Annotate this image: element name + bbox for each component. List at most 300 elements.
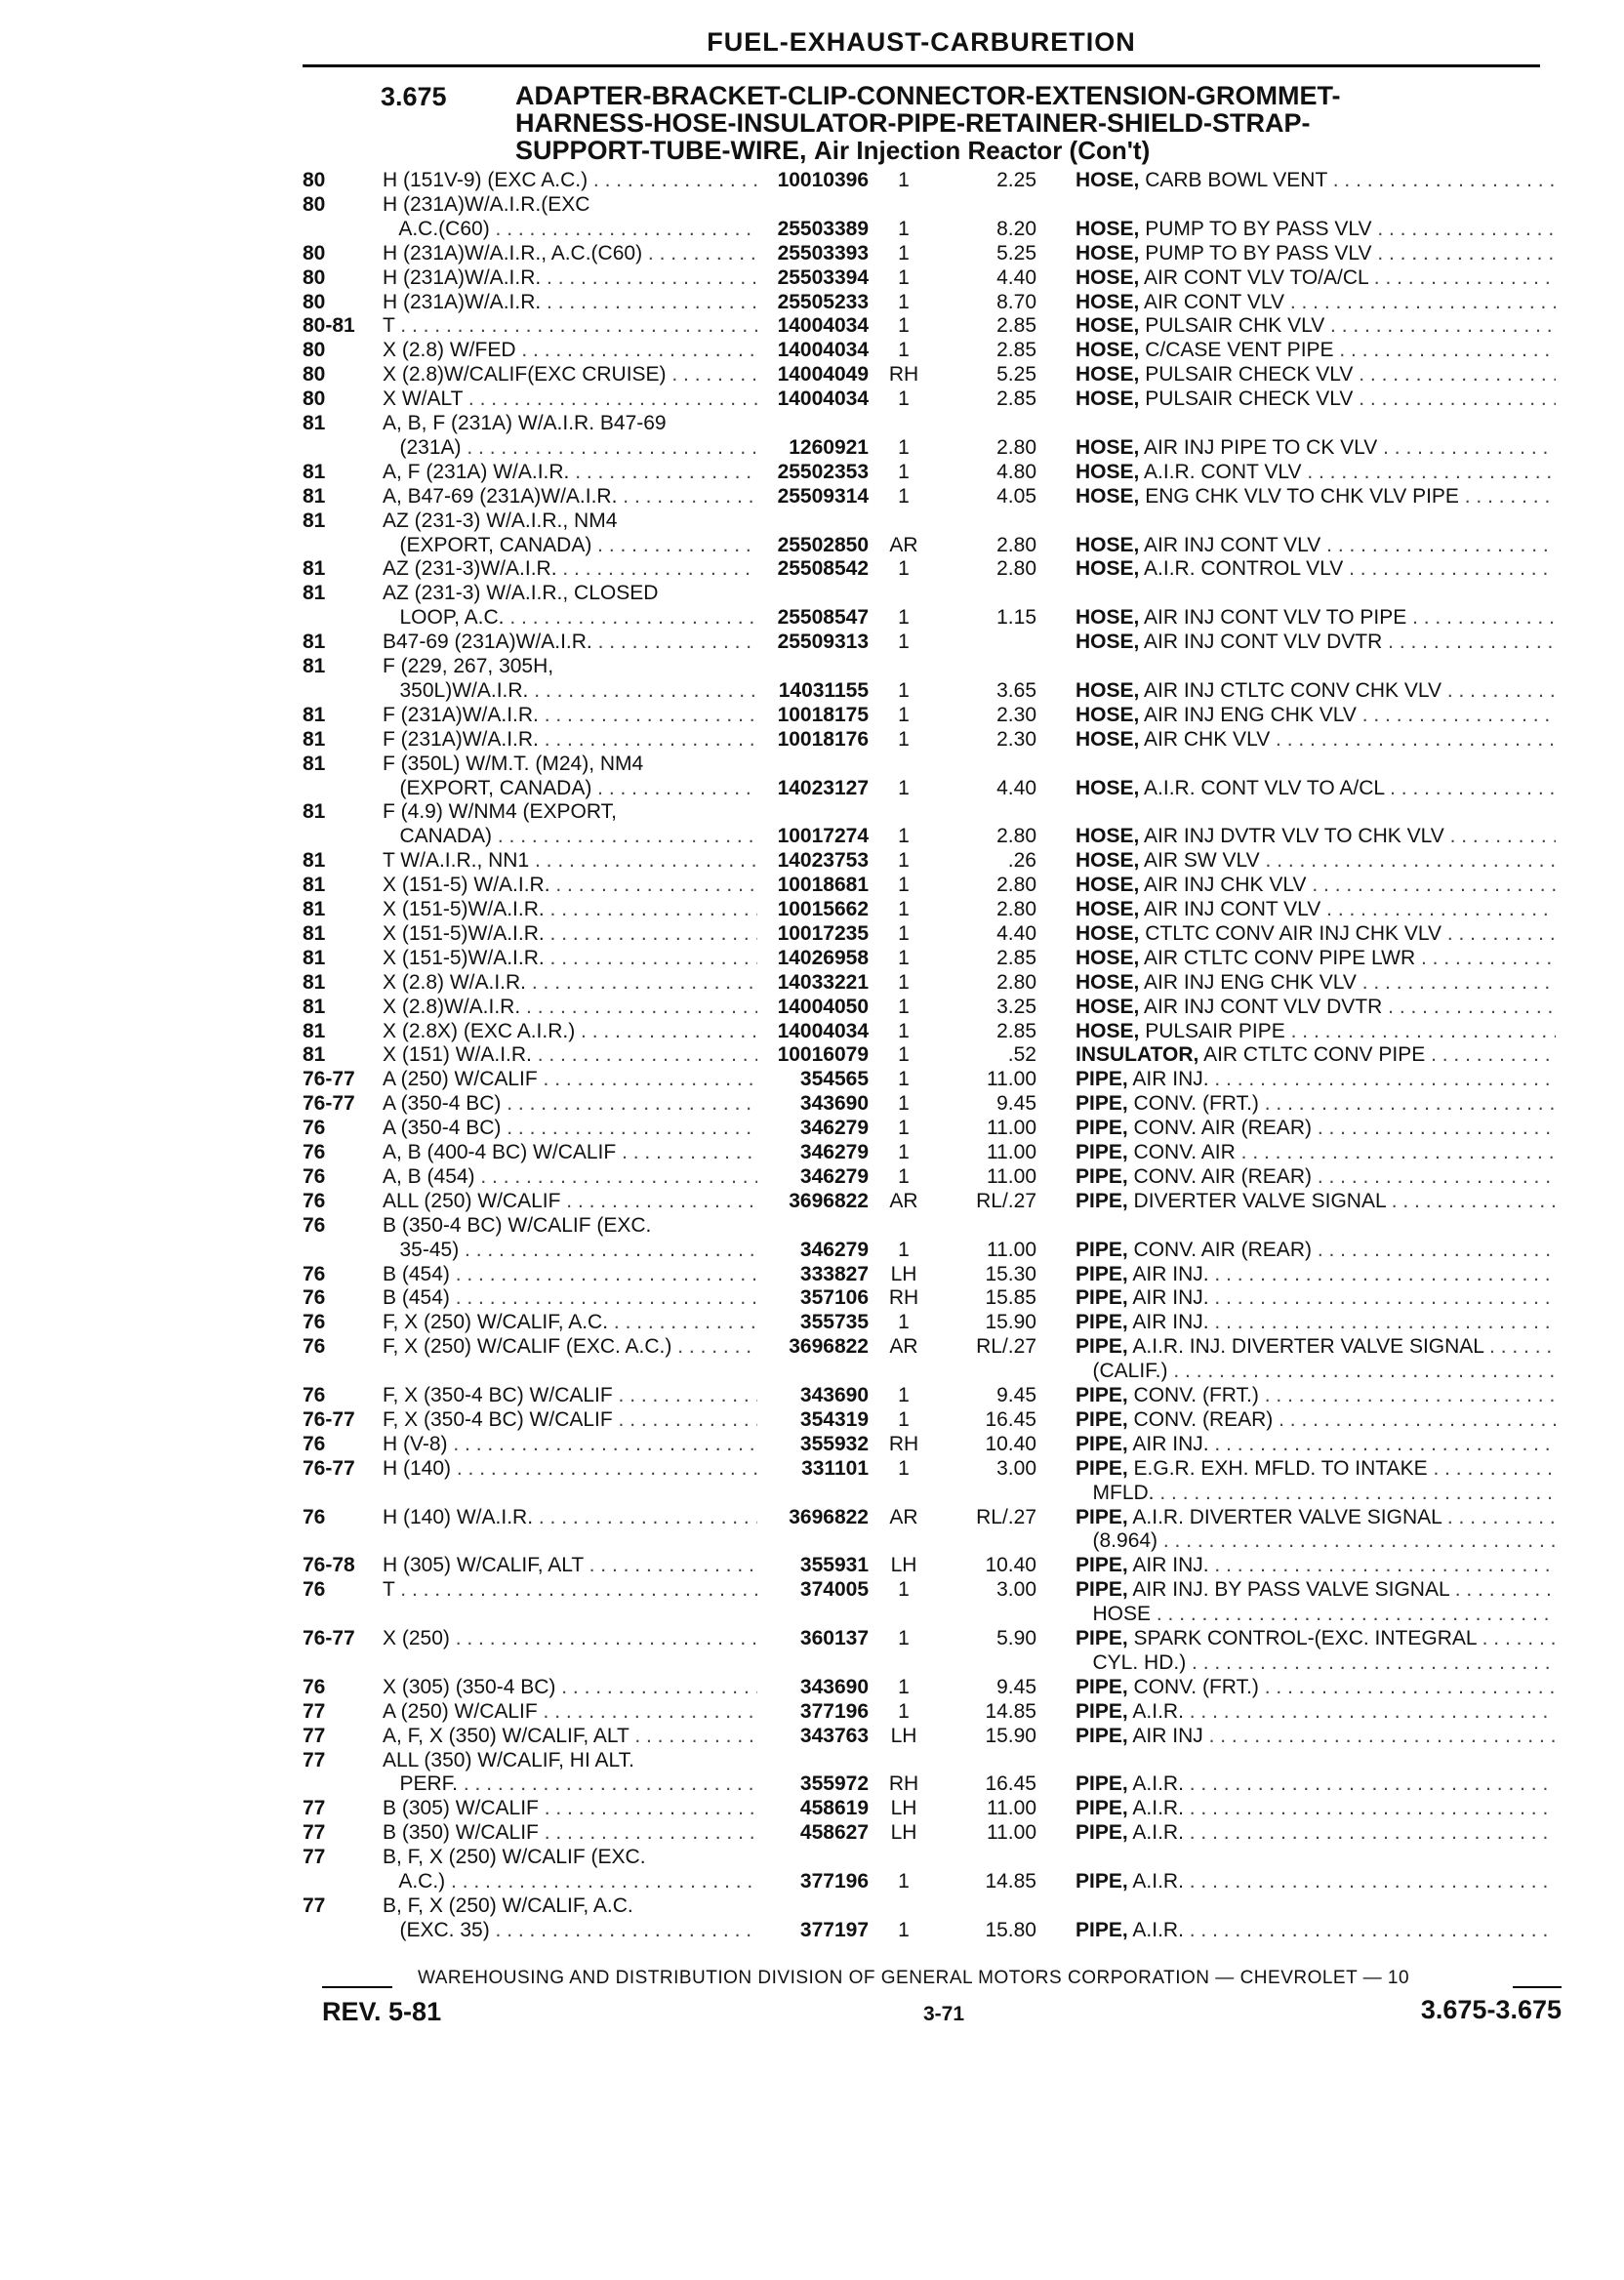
part-type: PIPE, — [1076, 1699, 1128, 1723]
model-application: ALL (250) W/CALIF . . . — [383, 1189, 757, 1213]
table-row — [303, 1334, 1562, 1359]
quantity: 1 — [898, 1311, 910, 1334]
part-description-text: CONV. AIR (REAR) — [1133, 1238, 1312, 1261]
model-year: 81 — [303, 582, 326, 605]
price: 10.40 — [985, 1432, 1036, 1455]
part-type: HOSE, — [1076, 849, 1140, 873]
price: 4.40 — [996, 776, 1036, 799]
price: 3.65 — [996, 678, 1036, 702]
price: 15.30 — [985, 1262, 1036, 1285]
quantity: RH — [888, 363, 919, 387]
footer-distribution: WAREHOUSING AND DISTRIBUTION DIVISION OF GENERAL MOTORS CORPORATION — CHEVROLET — 10 — [418, 1968, 1410, 1988]
part-number: 25508542 — [777, 557, 869, 581]
part-description-text: AIR INJ. — [1132, 1311, 1209, 1334]
model-year: 76-77 — [303, 1068, 355, 1091]
table-row — [303, 1724, 1562, 1748]
part-description-text: CONV. AIR (REAR) — [1133, 1117, 1312, 1140]
model-application: F, X (350-4 BC) W/CALIF . . . — [383, 1407, 757, 1432]
part-type: HOSE, — [1076, 874, 1140, 897]
table-row — [303, 387, 1562, 411]
part-type: HOSE, — [1076, 631, 1140, 654]
part-description-text: A.I.R. DIVERTER VALVE SIGNAL — [1132, 1505, 1442, 1528]
table-row — [303, 290, 1562, 314]
quantity: RH — [888, 1286, 919, 1310]
model-year: 76 — [303, 1213, 326, 1237]
model-year: 81 — [303, 557, 326, 581]
price: 9.45 — [996, 1092, 1036, 1116]
part-type: HOSE, — [1076, 484, 1140, 508]
table-row — [303, 1845, 1562, 1869]
price: 4.05 — [996, 484, 1036, 508]
table-row — [303, 1407, 1562, 1432]
price: 15.90 — [985, 1311, 1036, 1334]
part-type: PIPE, — [1076, 1675, 1128, 1698]
part-type: HOSE, — [1076, 606, 1140, 630]
part-description-text: CARB BOWL VENT — [1145, 169, 1327, 191]
part-description — [1076, 217, 1556, 241]
model-year: 76 — [303, 1286, 326, 1310]
part-type: HOSE, — [1076, 387, 1140, 411]
part-number: 14023753 — [777, 849, 869, 873]
part-description-text: AIR INJ — [1132, 1724, 1203, 1747]
model-year: 80 — [303, 241, 326, 265]
part-description — [1076, 313, 1556, 338]
part-description — [1076, 1699, 1556, 1724]
part-number: 343690 — [799, 1384, 869, 1406]
model-year: 81 — [303, 1043, 326, 1067]
part-description — [1076, 1407, 1556, 1432]
model-application: B, F, X (250) W/CALIF (EXC. — [383, 1846, 646, 1869]
part-description — [1076, 1528, 1556, 1553]
model-application: B47-69 (231A)W/A.I.R. . . . — [383, 630, 757, 654]
part-type: PIPE, — [1076, 1797, 1128, 1820]
part-description — [1076, 1456, 1556, 1481]
quantity: 1 — [898, 946, 910, 969]
part-description — [1076, 1140, 1556, 1164]
table-row — [303, 1383, 1562, 1407]
model-application: A, B (454) . . . — [383, 1164, 757, 1189]
model-year: 76 — [303, 1578, 326, 1602]
price: 11.00 — [987, 1068, 1036, 1091]
part-description-text: AIR INJ. BY PASS VALVE SIGNAL — [1132, 1578, 1449, 1602]
table-row — [303, 605, 1562, 630]
part-number: 10017235 — [777, 921, 869, 945]
model-year: 81 — [303, 412, 326, 434]
part-number: 377196 — [799, 1699, 869, 1723]
table-row — [303, 897, 1562, 921]
price: 15.90 — [985, 1724, 1036, 1747]
table-row — [303, 1140, 1562, 1164]
part-number: 346279 — [799, 1164, 869, 1188]
model-application: A.C.) . . . — [383, 1869, 757, 1893]
part-description-text: PULSAIR PIPE — [1145, 1019, 1285, 1042]
part-number: 10010396 — [777, 169, 869, 191]
part-number: 14004049 — [777, 363, 869, 387]
quantity: 1 — [898, 1870, 910, 1893]
part-number: 343690 — [799, 1675, 869, 1698]
quantity: 1 — [898, 970, 910, 994]
part-type: HOSE, — [1076, 265, 1140, 289]
part-description — [1076, 1116, 1556, 1140]
model-year: 76 — [303, 1335, 326, 1359]
part-description — [1076, 946, 1556, 970]
price: 11.00 — [987, 1141, 1036, 1163]
part-description — [1076, 1675, 1556, 1699]
price: 3.00 — [996, 1578, 1036, 1602]
part-type: HOSE, — [1076, 217, 1140, 240]
part-number: 331101 — [801, 1456, 869, 1480]
section-number: 3.675 — [381, 82, 447, 111]
part-description — [1076, 848, 1556, 873]
part-description-text: A.I.R. — [1132, 1797, 1184, 1820]
quantity: 1 — [898, 1918, 910, 1941]
quantity: AR — [889, 1505, 918, 1528]
model-year: 80 — [303, 290, 326, 313]
part-number: 25508547 — [777, 606, 869, 630]
model-year: 81 — [303, 970, 326, 994]
model-application: F (350L) W/M.T. (M24), NM4 — [383, 752, 644, 775]
part-description-text: A.I.R. — [1132, 1918, 1184, 1941]
table-row — [303, 313, 1562, 338]
quantity: 1 — [898, 1019, 910, 1042]
quantity: 1 — [898, 727, 910, 751]
quantity: 1 — [898, 825, 910, 848]
part-number: 374005 — [799, 1578, 869, 1602]
price: 3.00 — [996, 1456, 1036, 1480]
part-number: 346279 — [799, 1238, 869, 1261]
model-application: B (454) . . . — [383, 1262, 757, 1286]
part-description — [1076, 727, 1556, 752]
quantity: 1 — [898, 703, 910, 726]
part-number: 25503393 — [777, 241, 869, 265]
part-description — [1076, 460, 1556, 484]
part-description — [1076, 1262, 1556, 1286]
model-year: 81 — [303, 1019, 326, 1042]
part-number: 14004034 — [777, 387, 869, 411]
model-application: A, F, X (350) W/CALIF, ALT . . . — [383, 1724, 757, 1748]
table-row — [303, 654, 1562, 678]
part-description-text: AIR CONT VLV TO/A/CL — [1144, 265, 1368, 289]
price: 2.85 — [996, 314, 1036, 338]
part-description-text: CYL. HD.) — [1076, 1650, 1187, 1674]
part-type: PIPE, — [1076, 1724, 1128, 1747]
price: 5.90 — [996, 1627, 1036, 1649]
quantity: 1 — [898, 460, 910, 483]
model-year: 77 — [303, 1821, 326, 1845]
part-description-text: PUMP TO BY PASS VLV — [1145, 217, 1372, 240]
part-number: 333827 — [799, 1262, 869, 1285]
quantity: 1 — [898, 921, 910, 945]
model-year: 81 — [303, 995, 326, 1018]
model-application: AZ (231-3)W/A.I.R. . . . — [383, 556, 757, 581]
part-number: 14031155 — [778, 678, 869, 702]
model-application: (EXPORT, CANADA) . . . — [383, 533, 757, 557]
price: 11.00 — [987, 1117, 1036, 1140]
part-type: PIPE, — [1076, 1456, 1128, 1480]
price: 2.80 — [996, 898, 1036, 920]
section-range: 3.675-3.675 — [1420, 1995, 1562, 2024]
table-row — [303, 727, 1562, 752]
model-year: 80 — [303, 192, 326, 216]
quantity: 1 — [898, 557, 910, 581]
part-type: PIPE, — [1076, 1335, 1128, 1359]
table-row — [303, 1019, 1562, 1043]
part-description-text: AIR CONT VLV — [1144, 290, 1284, 313]
part-description — [1076, 1432, 1556, 1456]
quantity: LH — [890, 1797, 917, 1820]
part-description — [1076, 1019, 1556, 1043]
model-year: 81 — [303, 921, 326, 945]
part-type: PIPE, — [1076, 1384, 1128, 1406]
model-year: 77 — [303, 1797, 326, 1820]
model-year: 81 — [303, 509, 326, 532]
model-application: H (231A)W/A.I.R. . . . — [383, 290, 757, 314]
table-row — [303, 484, 1562, 509]
model-year: 80-81 — [303, 314, 355, 338]
part-type: PIPE, — [1076, 1772, 1128, 1796]
part-description — [1076, 1285, 1556, 1310]
part-description-text: AIR CHK VLV — [1144, 727, 1271, 751]
part-description-text: AIR INJ DVTR VLV TO CHK VLV — [1144, 825, 1444, 848]
part-type: PIPE, — [1076, 1432, 1128, 1455]
model-year: 81 — [303, 703, 326, 726]
part-number: 346279 — [799, 1117, 869, 1140]
table-row — [303, 1116, 1562, 1140]
quantity: RH — [888, 1772, 919, 1796]
model-application: A, B (400-4 BC) W/CALIF . . . — [383, 1140, 757, 1164]
part-description-text: AIR CTLTC CONV PIPE — [1203, 1043, 1426, 1067]
part-type: HOSE, — [1076, 363, 1140, 387]
price: 2.30 — [996, 727, 1036, 751]
part-description-text: (CALIF.) — [1076, 1360, 1168, 1383]
model-year: 76 — [303, 1384, 326, 1406]
part-number: 357106 — [799, 1286, 869, 1310]
model-year: 77 — [303, 1893, 326, 1917]
table-row — [303, 533, 1562, 557]
table-row — [303, 265, 1562, 290]
table-row — [303, 1553, 1562, 1577]
model-application: X W/ALT . . . — [383, 387, 757, 411]
part-number: 377197 — [799, 1918, 869, 1941]
model-application: H (231A)W/A.I.R., A.C.(C60) . . . — [383, 241, 757, 265]
part-description — [1076, 1238, 1556, 1262]
part-description-text: AIR INJ CONT VLV — [1144, 898, 1321, 920]
part-description — [1076, 995, 1556, 1019]
price: 14.85 — [985, 1870, 1036, 1893]
price: 8.70 — [996, 290, 1036, 313]
table-row — [303, 970, 1562, 995]
part-description-text: A.I.R. — [1132, 1772, 1184, 1796]
model-application: B (350) W/CALIF . . . — [383, 1820, 757, 1845]
model-year: 81 — [303, 898, 326, 920]
part-type: HOSE, — [1076, 169, 1140, 191]
part-description — [1076, 290, 1556, 314]
model-year: 81 — [303, 484, 326, 508]
price: 2.85 — [996, 387, 1036, 411]
quantity: 1 — [898, 995, 910, 1018]
part-number: 10018681 — [777, 874, 869, 897]
part-description-text: AIR INJ CTLTC CONV CHK VLV — [1144, 678, 1441, 702]
quantity: 1 — [898, 606, 910, 630]
price: 2.80 — [996, 533, 1036, 556]
part-description — [1076, 265, 1556, 290]
model-application: H (305) W/CALIF, ALT . . . — [383, 1553, 757, 1577]
price: 8.20 — [996, 217, 1036, 240]
model-application: B (350-4 BC) W/CALIF (EXC. — [383, 1213, 652, 1237]
model-year: 80 — [303, 339, 326, 362]
model-application: 35-45) . . . — [383, 1238, 757, 1262]
model-application: A, B, F (231A) W/A.I.R. B47-69 — [383, 412, 667, 434]
quantity: AR — [889, 1189, 918, 1212]
part-description — [1076, 921, 1556, 946]
part-description — [1076, 362, 1556, 387]
price: RL/.27 — [976, 1505, 1036, 1528]
quantity: 1 — [898, 1043, 910, 1067]
quantity: 1 — [898, 1675, 910, 1698]
part-number: 3696822 — [789, 1335, 869, 1359]
part-description-text: C/CASE VENT PIPE — [1145, 339, 1334, 362]
part-type: HOSE, — [1076, 946, 1140, 969]
table-row — [303, 168, 1562, 192]
table-row — [303, 1213, 1562, 1238]
part-description-text: AIR SW VLV — [1144, 849, 1260, 873]
section-subtitle: Air Injection Reactor (Con't) — [814, 136, 1151, 165]
part-description-text: A.I.R. — [1132, 1699, 1184, 1723]
part-description-text: CONV. (FRT.) — [1133, 1092, 1259, 1116]
part-type: HOSE, — [1076, 241, 1140, 265]
table-row — [303, 1869, 1562, 1893]
model-application: B (305) W/CALIF . . . — [383, 1796, 757, 1820]
model-application: F (231A)W/A.I.R. . . . — [383, 727, 757, 752]
quantity: 1 — [898, 1384, 910, 1406]
part-description — [1076, 970, 1556, 995]
model-year: 77 — [303, 1846, 326, 1869]
model-year: 81 — [303, 727, 326, 751]
table-row — [303, 1042, 1562, 1067]
quantity: 1 — [898, 1141, 910, 1163]
part-description — [1076, 1796, 1556, 1820]
model-year: 76-77 — [303, 1407, 355, 1431]
table-row — [303, 752, 1562, 776]
model-year: 76 — [303, 1311, 326, 1334]
page-footer — [322, 1968, 1562, 2036]
table-row — [303, 1820, 1562, 1845]
table-row — [303, 1577, 1562, 1602]
table-row — [303, 241, 1562, 265]
table-row — [303, 509, 1562, 533]
price: 4.80 — [996, 460, 1036, 483]
part-type: HOSE, — [1076, 533, 1140, 556]
part-description — [1076, 435, 1556, 460]
quantity: 1 — [898, 1456, 910, 1480]
price: 1.15 — [996, 606, 1036, 630]
part-description — [1076, 1042, 1556, 1067]
part-type: PIPE, — [1076, 1092, 1128, 1116]
part-description — [1076, 1602, 1556, 1626]
part-number: 25509313 — [777, 631, 869, 654]
part-number: 355931 — [799, 1554, 869, 1577]
parts-table — [303, 168, 1562, 1964]
model-application: AZ (231-3) W/A.I.R., CLOSED — [383, 582, 659, 605]
price: 9.45 — [996, 1384, 1036, 1406]
quantity: 1 — [898, 290, 910, 313]
quantity: 1 — [898, 1164, 910, 1188]
table-row — [303, 1481, 1562, 1505]
model-application: F, X (350-4 BC) W/CALIF . . . — [383, 1383, 757, 1407]
model-year: 76 — [303, 1432, 326, 1455]
model-application: T . . . — [383, 1577, 757, 1602]
part-description — [1076, 1091, 1556, 1116]
quantity: 1 — [898, 265, 910, 289]
table-row — [303, 460, 1562, 484]
part-number: 360137 — [799, 1627, 869, 1649]
part-type: PIPE, — [1076, 1578, 1128, 1602]
table-row — [303, 581, 1562, 605]
part-description — [1076, 1067, 1556, 1091]
footer-rule — [322, 1986, 392, 1988]
part-description — [1076, 1650, 1556, 1675]
part-type: INSULATOR, — [1076, 1043, 1199, 1067]
model-year: 81 — [303, 752, 326, 775]
part-description — [1076, 241, 1556, 265]
section-title-line: ADAPTER-BRACKET-CLIP-CONNECTOR-EXTENSION-GROMMET- — [515, 81, 1341, 110]
part-description — [1076, 1189, 1556, 1213]
model-year: 76-77 — [303, 1092, 355, 1116]
part-type: PIPE, — [1076, 1554, 1128, 1577]
part-description-text: AIR INJ. — [1132, 1554, 1209, 1577]
table-row — [303, 1067, 1562, 1091]
part-description — [1076, 824, 1556, 848]
part-type: PIPE, — [1076, 1627, 1128, 1649]
model-year: 81 — [303, 874, 326, 897]
quantity: 1 — [898, 435, 910, 459]
part-description-text: CTLTC CONV AIR INJ CHK VLV — [1145, 921, 1441, 945]
part-type: HOSE, — [1076, 727, 1140, 751]
table-row — [303, 1164, 1562, 1189]
model-application: H (151V-9) (EXC A.C.) . . . — [383, 168, 757, 192]
part-number: 10017274 — [777, 825, 869, 848]
model-year: 77 — [303, 1724, 326, 1747]
part-description — [1076, 1481, 1556, 1505]
part-type: HOSE, — [1076, 776, 1140, 799]
part-description-text: A.I.R. CONT VLV TO A/CL — [1144, 776, 1385, 799]
part-number: 14004034 — [777, 314, 869, 338]
model-year: 76-77 — [303, 1456, 355, 1480]
part-description-text: AIR INJ CHK VLV — [1144, 874, 1307, 897]
model-application: A (350-4 BC) . . . — [383, 1116, 757, 1140]
quantity: 1 — [898, 874, 910, 897]
model-application: A (350-4 BC) . . . — [383, 1091, 757, 1116]
quantity: LH — [890, 1821, 917, 1845]
price: 2.80 — [996, 435, 1036, 459]
part-number: 14033221 — [777, 970, 869, 994]
quantity: 1 — [898, 241, 910, 265]
part-number: 10016079 — [777, 1043, 869, 1067]
part-number: 458627 — [799, 1821, 869, 1845]
part-type: HOSE, — [1076, 290, 1140, 313]
part-number: 25505233 — [777, 290, 869, 313]
model-year: 76 — [303, 1117, 326, 1140]
price: 10.40 — [985, 1554, 1036, 1577]
part-description-text: AIR INJ. — [1132, 1286, 1209, 1310]
part-type: HOSE, — [1076, 314, 1140, 338]
part-type: PIPE, — [1076, 1918, 1128, 1941]
price: 4.40 — [996, 921, 1036, 945]
model-application: (EXC. 35) . . . — [383, 1918, 757, 1942]
model-application: X (151-5)W/A.I.R. . . . — [383, 921, 757, 946]
model-application: X (2.8)W/A.I.R. . . . — [383, 995, 757, 1019]
part-description — [1076, 1771, 1556, 1796]
